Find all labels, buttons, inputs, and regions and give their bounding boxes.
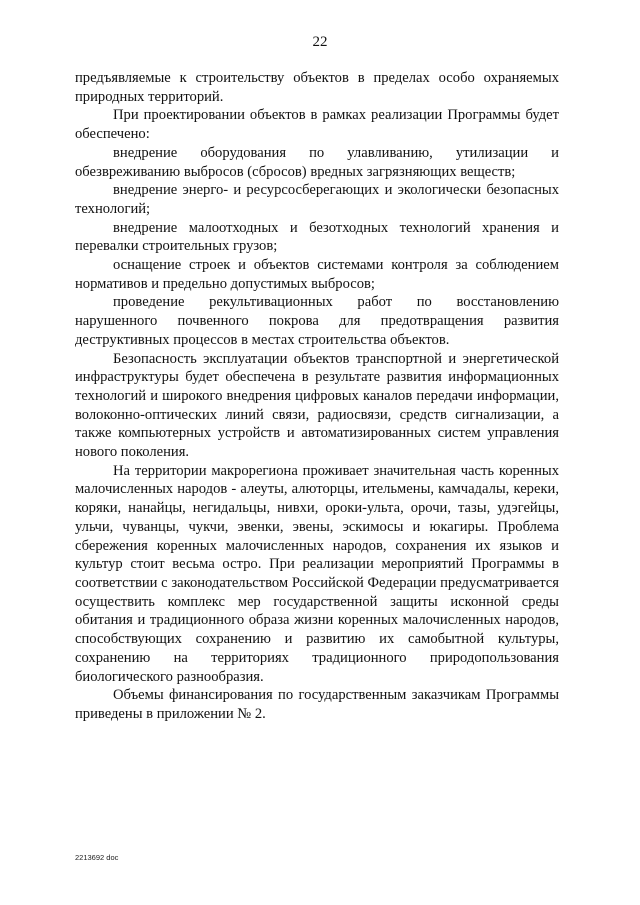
paragraph: Объемы финансирования по государственным заказчикам Программы приведены в приложении № 2. — [75, 687, 559, 722]
list-item: внедрение оборудования по улавливанию, утилизации и обезвреживанию выбросов (сбросов) вредных загрязняющих веществ; — [75, 144, 559, 180]
document-body — [75, 69, 559, 724]
paragraph-continuation: предъявляемые к строительству объектов в пределах особо охраняемых природных территорий. — [75, 70, 559, 105]
paragraph: На территории макрорегиона проживает значительная часть коренных малочисленных народов - алеуты, алюторцы, ительмены, камчадалы, кереки, коряки, нанайцы, негидальцы, нивхи, ороки-ульта, орочи, тазы, удэгейцы, ульчи, чуванцы, чукчи, эвенки, эвены, эскимосы и юкагиры. Проблема сбережения коренных малочисленных народов, сохранения их языков и культур стоит весьма остро. При реализации мероприятий Программы в соответствии с законодательством Российской Федерации предусматривается осуществить комплекс мер государственной защиты исконной среды обитания и традиционного образа жизни коренных малочисленных народов, способствующих сохранению и развитию их самобытной культуры, сохранению на территориях традиционного природопользования биологического разнообразия. — [75, 462, 559, 685]
paragraph: При проектировании объектов в рамках реализации Программы будет обеспечено: — [75, 107, 559, 143]
list-item: оснащение строек и объектов системами контроля за соблюдением нормативов и предельно допустимых выбросов; — [75, 257, 559, 292]
page-number: 22 — [312, 34, 328, 50]
list-item: проведение рекультивационных работ по восстановлению нарушенного почвенного покрова для предотвращения развития деструктивных процессов в местах строительства объектов. — [75, 294, 559, 348]
list-item: внедрение малоотходных и безотходных технологий хранения и перевалки строительных грузов; — [75, 219, 559, 255]
list-item: внедрение энерго- и ресурсосберегающих и экологически безопасных технологий; — [75, 182, 559, 217]
file-reference-footer: 2213692 doc — [75, 853, 119, 862]
paragraph: Безопасность эксплуатации объектов транспортной и энергетической инфраструктуры будет обеспечена в результате развития информационных технологий и широкого внедрения цифровых каналов передачи информации, волоконно-оптических линий связи, радиосвязи, средств сигнализации, а также компьютерных устройств и автоматизированных систем управления нового поколения. — [75, 350, 559, 461]
